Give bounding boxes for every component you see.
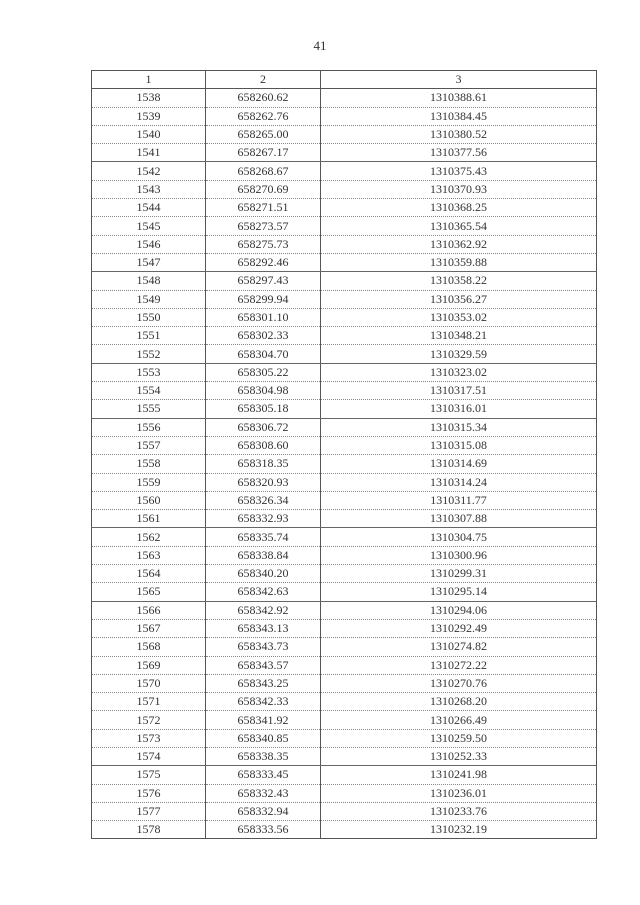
column-header-1: 1 [92, 71, 206, 89]
point-number-cell: 1541 [92, 144, 206, 162]
x-coordinate-cell: 658262.76 [206, 107, 321, 125]
table-row [92, 345, 597, 363]
x-coordinate-cell: 658326.34 [206, 491, 321, 509]
table-header-row [92, 71, 597, 89]
table-body [92, 89, 597, 839]
point-number-cell: 1555 [92, 400, 206, 418]
point-number-cell: 1569 [92, 656, 206, 674]
x-coordinate-cell: 658271.51 [206, 199, 321, 217]
y-coordinate-cell: 1310365.54 [321, 217, 597, 235]
point-number-cell: 1543 [92, 180, 206, 198]
point-number-cell: 1557 [92, 436, 206, 454]
point-number-cell: 1567 [92, 619, 206, 637]
x-coordinate-cell: 658301.10 [206, 308, 321, 326]
y-coordinate-cell: 1310304.75 [321, 528, 597, 546]
column-header-3: 3 [321, 71, 597, 89]
y-coordinate-cell: 1310358.22 [321, 272, 597, 290]
y-coordinate-cell: 1310241.98 [321, 766, 597, 784]
point-number-cell: 1558 [92, 455, 206, 473]
table-row [92, 601, 597, 619]
table-row [92, 528, 597, 546]
x-coordinate-cell: 658299.94 [206, 290, 321, 308]
point-number-cell: 1549 [92, 290, 206, 308]
table-row [92, 656, 597, 674]
table-row [92, 217, 597, 235]
point-number-cell: 1542 [92, 162, 206, 180]
table-row [92, 491, 597, 509]
x-coordinate-cell: 658302.33 [206, 327, 321, 345]
point-number-cell: 1575 [92, 766, 206, 784]
y-coordinate-cell: 1310380.52 [321, 125, 597, 143]
table-row [92, 711, 597, 729]
point-number-cell: 1559 [92, 473, 206, 491]
y-coordinate-cell: 1310307.88 [321, 510, 597, 528]
x-coordinate-cell: 658332.43 [206, 784, 321, 802]
y-coordinate-cell: 1310348.21 [321, 327, 597, 345]
x-coordinate-cell: 658342.92 [206, 601, 321, 619]
x-coordinate-cell: 658335.74 [206, 528, 321, 546]
table-row [92, 747, 597, 765]
table-row [92, 363, 597, 381]
x-coordinate-cell: 658304.98 [206, 382, 321, 400]
table-row [92, 565, 597, 583]
x-coordinate-cell: 658333.56 [206, 821, 321, 839]
table-row [92, 583, 597, 601]
x-coordinate-cell: 658275.73 [206, 235, 321, 253]
y-coordinate-cell: 1310270.76 [321, 674, 597, 692]
table-row [92, 308, 597, 326]
point-number-cell: 1570 [92, 674, 206, 692]
y-coordinate-cell: 1310377.56 [321, 144, 597, 162]
y-coordinate-cell: 1310236.01 [321, 784, 597, 802]
point-number-cell: 1568 [92, 638, 206, 656]
y-coordinate-cell: 1310292.49 [321, 619, 597, 637]
x-coordinate-cell: 658343.73 [206, 638, 321, 656]
x-coordinate-cell: 658338.35 [206, 747, 321, 765]
table-row [92, 436, 597, 454]
x-coordinate-cell: 658320.93 [206, 473, 321, 491]
table-row [92, 125, 597, 143]
y-coordinate-cell: 1310353.02 [321, 308, 597, 326]
y-coordinate-cell: 1310315.34 [321, 418, 597, 436]
y-coordinate-cell: 1310375.43 [321, 162, 597, 180]
y-coordinate-cell: 1310388.61 [321, 89, 597, 107]
y-coordinate-cell: 1310311.77 [321, 491, 597, 509]
point-number-cell: 1538 [92, 89, 206, 107]
point-number-cell: 1578 [92, 821, 206, 839]
table-row [92, 199, 597, 217]
point-number-cell: 1573 [92, 729, 206, 747]
y-coordinate-cell: 1310315.08 [321, 436, 597, 454]
point-number-cell: 1571 [92, 693, 206, 711]
y-coordinate-cell: 1310368.25 [321, 199, 597, 217]
y-coordinate-cell: 1310259.50 [321, 729, 597, 747]
point-number-cell: 1576 [92, 784, 206, 802]
x-coordinate-cell: 658342.33 [206, 693, 321, 711]
point-number-cell: 1540 [92, 125, 206, 143]
x-coordinate-cell: 658332.94 [206, 802, 321, 820]
x-coordinate-cell: 658341.92 [206, 711, 321, 729]
x-coordinate-cell: 658332.93 [206, 510, 321, 528]
table-row [92, 162, 597, 180]
y-coordinate-cell: 1310300.96 [321, 546, 597, 564]
point-number-cell: 1561 [92, 510, 206, 528]
y-coordinate-cell: 1310252.33 [321, 747, 597, 765]
point-number-cell: 1547 [92, 253, 206, 271]
table-row [92, 729, 597, 747]
table-row [92, 144, 597, 162]
x-coordinate-cell: 658338.84 [206, 546, 321, 564]
y-coordinate-cell: 1310323.02 [321, 363, 597, 381]
table-row [92, 638, 597, 656]
point-number-cell: 1577 [92, 802, 206, 820]
x-coordinate-cell: 658260.62 [206, 89, 321, 107]
y-coordinate-cell: 1310359.88 [321, 253, 597, 271]
y-coordinate-cell: 1310362.92 [321, 235, 597, 253]
point-number-cell: 1548 [92, 272, 206, 290]
table-row [92, 784, 597, 802]
y-coordinate-cell: 1310294.06 [321, 601, 597, 619]
table-row [92, 455, 597, 473]
table-row [92, 418, 597, 436]
x-coordinate-cell: 658340.85 [206, 729, 321, 747]
y-coordinate-cell: 1310329.59 [321, 345, 597, 363]
table-row [92, 510, 597, 528]
table-row [92, 107, 597, 125]
point-number-cell: 1565 [92, 583, 206, 601]
point-number-cell: 1546 [92, 235, 206, 253]
point-number-cell: 1539 [92, 107, 206, 125]
table-row [92, 821, 597, 839]
point-number-cell: 1553 [92, 363, 206, 381]
point-number-cell: 1544 [92, 199, 206, 217]
x-coordinate-cell: 658343.13 [206, 619, 321, 637]
table-row [92, 766, 597, 784]
table-row [92, 272, 597, 290]
table-row [92, 235, 597, 253]
table-row [92, 89, 597, 107]
y-coordinate-cell: 1310299.31 [321, 565, 597, 583]
table-row [92, 802, 597, 820]
x-coordinate-cell: 658343.25 [206, 674, 321, 692]
point-number-cell: 1550 [92, 308, 206, 326]
y-coordinate-cell: 1310314.24 [321, 473, 597, 491]
x-coordinate-cell: 658318.35 [206, 455, 321, 473]
point-number-cell: 1560 [92, 491, 206, 509]
point-number-cell: 1556 [92, 418, 206, 436]
y-coordinate-cell: 1310233.76 [321, 802, 597, 820]
x-coordinate-cell: 658308.60 [206, 436, 321, 454]
x-coordinate-cell: 658305.18 [206, 400, 321, 418]
x-coordinate-cell: 658343.57 [206, 656, 321, 674]
x-coordinate-cell: 658268.67 [206, 162, 321, 180]
y-coordinate-cell: 1310316.01 [321, 400, 597, 418]
x-coordinate-cell: 658270.69 [206, 180, 321, 198]
y-coordinate-cell: 1310317.51 [321, 382, 597, 400]
y-coordinate-cell: 1310370.93 [321, 180, 597, 198]
x-coordinate-cell: 658342.63 [206, 583, 321, 601]
coordinates-table [91, 70, 597, 839]
x-coordinate-cell: 658297.43 [206, 272, 321, 290]
x-coordinate-cell: 658267.17 [206, 144, 321, 162]
table-row [92, 400, 597, 418]
y-coordinate-cell: 1310384.45 [321, 107, 597, 125]
table-row [92, 619, 597, 637]
y-coordinate-cell: 1310295.14 [321, 583, 597, 601]
table-row [92, 473, 597, 491]
point-number-cell: 1554 [92, 382, 206, 400]
point-number-cell: 1545 [92, 217, 206, 235]
point-number-cell: 1563 [92, 546, 206, 564]
x-coordinate-cell: 658340.20 [206, 565, 321, 583]
column-header-2: 2 [206, 71, 321, 89]
table-row [92, 546, 597, 564]
table-row [92, 253, 597, 271]
table-row [92, 693, 597, 711]
page-number: 41 [313, 38, 327, 53]
table-row [92, 382, 597, 400]
x-coordinate-cell: 658304.70 [206, 345, 321, 363]
y-coordinate-cell: 1310314.69 [321, 455, 597, 473]
point-number-cell: 1574 [92, 747, 206, 765]
point-number-cell: 1552 [92, 345, 206, 363]
y-coordinate-cell: 1310268.20 [321, 693, 597, 711]
point-number-cell: 1564 [92, 565, 206, 583]
table-row [92, 290, 597, 308]
x-coordinate-cell: 658292.46 [206, 253, 321, 271]
table-row [92, 674, 597, 692]
point-number-cell: 1566 [92, 601, 206, 619]
x-coordinate-cell: 658333.45 [206, 766, 321, 784]
table-row [92, 327, 597, 345]
x-coordinate-cell: 658265.00 [206, 125, 321, 143]
y-coordinate-cell: 1310266.49 [321, 711, 597, 729]
y-coordinate-cell: 1310274.82 [321, 638, 597, 656]
y-coordinate-cell: 1310356.27 [321, 290, 597, 308]
point-number-cell: 1551 [92, 327, 206, 345]
point-number-cell: 1572 [92, 711, 206, 729]
x-coordinate-cell: 658273.57 [206, 217, 321, 235]
table-row [92, 180, 597, 198]
x-coordinate-cell: 658306.72 [206, 418, 321, 436]
x-coordinate-cell: 658305.22 [206, 363, 321, 381]
point-number-cell: 1562 [92, 528, 206, 546]
y-coordinate-cell: 1310272.22 [321, 656, 597, 674]
y-coordinate-cell: 1310232.19 [321, 821, 597, 839]
